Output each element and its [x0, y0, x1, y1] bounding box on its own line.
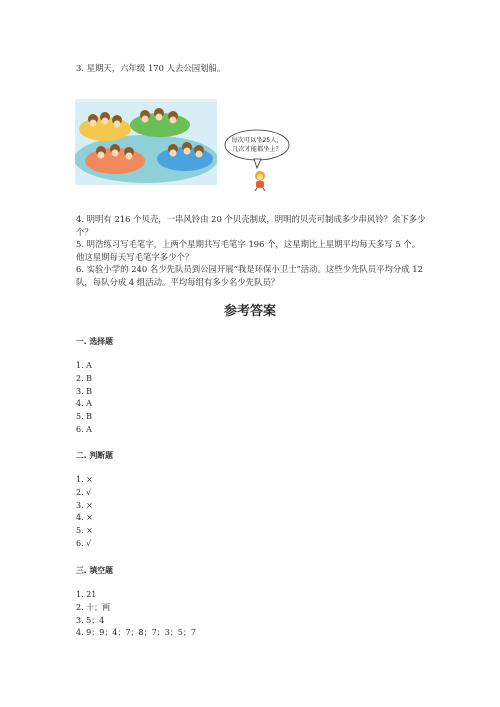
answer-item: 6. A — [76, 424, 92, 434]
question-6: 6. 实验小学的 240 名少先队员到公园开展“我是环保小卫士”活动。这些少先队员平均分成 12 队，每队分成 4 组活动。平均每组有多少名少先队员？ — [76, 264, 423, 287]
mascot-with-speech-bubble — [224, 128, 290, 192]
answer-item: 5. × — [76, 526, 93, 536]
answers-judgment — [76, 474, 93, 551]
answer-item: 5. B — [76, 412, 93, 422]
question-4: 4. 明明有 216 个贝壳，一串风铃由 20 个贝壳制成，明明的贝壳可制成多少串风铃？余下多少个？ — [76, 214, 426, 237]
answer-item: 1. A — [76, 361, 92, 370]
question-3: 3. 星期天，六年级 170 人去公园划船。 — [76, 63, 226, 73]
section-heading-judgment: 二. 判断题 — [76, 451, 113, 460]
answer-item: 4. A — [76, 399, 92, 409]
answer-item: 4. × — [76, 513, 93, 523]
answer-item: 2. √ — [76, 487, 92, 497]
answer-item: 1. × — [76, 475, 93, 484]
speech-bubble-line-1: 每次可以坐25人， — [231, 137, 283, 144]
speech-bubble-line-2: 几次才能都坐上？ — [232, 146, 282, 153]
answer-item: 2. B — [76, 373, 93, 383]
answers-fill-blank — [76, 589, 196, 640]
answers-title: 参考答案 — [223, 304, 276, 319]
answer-item: 1. 21 — [76, 590, 97, 599]
section-heading-fill-blank: 三. 填空题 — [76, 566, 113, 575]
answer-item: 3. × — [76, 500, 93, 510]
answer-item: 2. 十；两 — [76, 602, 111, 612]
answer-item: 3. 5；4 — [76, 615, 105, 625]
boating-children-illustration — [75, 99, 217, 185]
section-heading-choice: 一. 选择题 — [76, 337, 113, 346]
question-5: 5. 明浩练习写毛笔字，上两个星期共写毛笔字 196 个，这星期比上星期平均每天多写 5 个。他这星期每天写毛笔字多少个？ — [76, 239, 421, 262]
answer-item: 4. 9；9；4；7；8；7；3；5；7 — [76, 628, 196, 638]
answer-item: 3. B — [76, 386, 93, 396]
answers-choice — [76, 360, 92, 437]
answer-item: 6. √ — [76, 538, 92, 548]
question-list — [76, 213, 428, 288]
